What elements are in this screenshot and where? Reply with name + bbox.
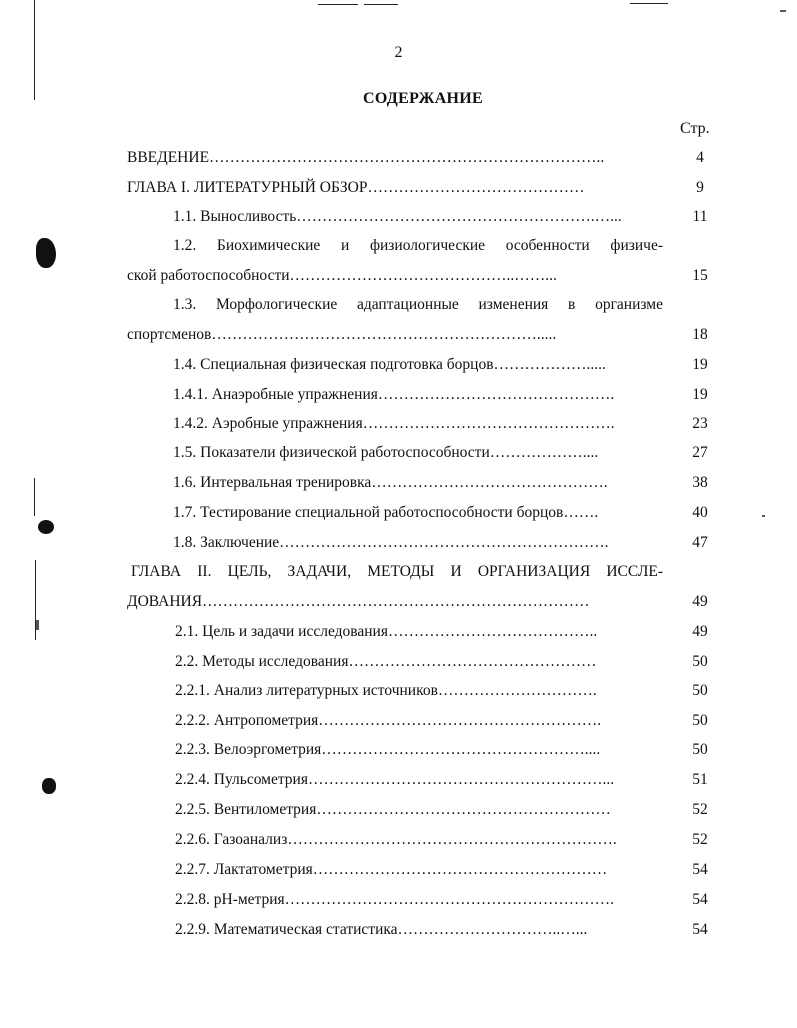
toc-entry-2-2-8 (0, 888, 797, 912)
toc-entry-2-2-5 (0, 798, 797, 822)
toc-entry-page: 11 (692, 208, 708, 225)
toc-entry-1-1 (0, 205, 797, 229)
page-column-header: Стр. (680, 120, 710, 137)
toc-entry-2-1 (0, 620, 797, 644)
scan-top-dash (364, 4, 398, 5)
toc-entry-2-2-7 (0, 858, 797, 882)
toc-entry-text: 1.8. Заключение………………………………………………………. (173, 534, 609, 551)
toc-entry-1-3 (0, 323, 797, 347)
toc-entry-1-4-2 (0, 412, 797, 436)
toc-entry-text: 1.4.2. Аэробные упражнения…………………………………………. (173, 415, 615, 432)
toc-entry-1-2 (0, 264, 797, 288)
toc-entry-text: 2.2.8. рН-метрия………………………………………………………. (175, 891, 615, 908)
toc-entry-introduction (0, 146, 797, 170)
toc-entry-1-6 (0, 471, 797, 495)
toc-entry-text: 1.7. Тестирование специальной работоспособности борцов……. (173, 504, 599, 521)
toc-entry-page: 54 (692, 861, 708, 878)
toc-entry-page: 50 (692, 653, 708, 670)
toc-entry-2-2-3 (0, 738, 797, 762)
toc-entry-page: 38 (692, 474, 708, 491)
toc-entry-chapter-2 (0, 590, 797, 614)
toc-entry-1-8 (0, 531, 797, 555)
toc-entry-text: 1.5. Показатели физической работоспособности……………….... (173, 444, 599, 461)
toc-entry-text: 2.2. Методы исследования………………………………………… (175, 653, 597, 670)
toc-entry-2-2-1 (0, 679, 797, 703)
toc-entry-page: 54 (692, 891, 708, 908)
toc-entry-page: 15 (692, 267, 708, 284)
toc-entry-text: 1.4.1. Анаэробные упражнения………………………………………. (173, 386, 615, 403)
toc-entry-text: 2.2.7. Лактатометрия………………………………………………… (175, 861, 608, 878)
toc-entry-chapter-1 (0, 176, 797, 200)
toc-entry-page: 54 (692, 921, 708, 938)
toc-entry-1-2-line1: 1.2. Биохимические и физиологические особенности физиче- (173, 237, 663, 254)
toc-entry-page: 49 (692, 593, 708, 610)
toc-entry-2-2-9 (0, 918, 797, 942)
scan-speck (780, 10, 786, 12)
toc-entry-text: ДОВАНИЯ………………………………………………………………… (127, 593, 590, 610)
toc-entry-text: 2.2.3. Велоэргометрия…………………………………………….... (175, 741, 601, 758)
toc-entry-text: 2.2.2. Антропометрия………………………………………………. (175, 712, 602, 729)
toc-title: СОДЕРЖАНИЕ (362, 90, 484, 107)
toc-entry-page: 50 (692, 682, 708, 699)
toc-entry-page: 27 (692, 444, 708, 461)
toc-entry-text: 2.2.1. Анализ литературных источников…………………………. (175, 682, 597, 699)
toc-entry-text: спортсменов………………………………………………………..... (127, 326, 557, 343)
toc-entry-text: 2.1. Цель и задачи исследования………………………………….. (175, 623, 598, 640)
toc-entry-page: 52 (692, 831, 708, 848)
toc-entry-page: 50 (692, 712, 708, 729)
toc-entry-page: 52 (692, 801, 708, 818)
toc-entry-page: 49 (692, 623, 708, 640)
toc-entry-text: 2.2.9. Математическая статистика…………………………..…... (175, 921, 588, 938)
toc-entry-text: ГЛАВА I. ЛИТЕРАТУРНЫЙ ОБЗОР…………………………………… (127, 179, 585, 196)
toc-entry-1-5 (0, 441, 797, 465)
toc-entry-1-4 (0, 353, 797, 377)
toc-entry-page: 50 (692, 741, 708, 758)
page-number: 2 (394, 44, 403, 61)
toc-entry-text: 2.2.6. Газоанализ………………………………………………………. (175, 831, 617, 848)
scan-top-dash (630, 3, 668, 4)
toc-entry-text: 2.2.4. Пульсометрия…………………………………………………... (175, 771, 615, 788)
toc-entry-page: 9 (696, 179, 704, 196)
toc-entry-text: 1.6. Интервальная тренировка………………………………………. (173, 474, 608, 491)
toc-entry-page: 4 (696, 149, 704, 166)
toc-entry-text: 2.2.5. Вентилометрия………………………………………………… (175, 801, 611, 818)
toc-entry-text: 1.4. Специальная физическая подготовка борцов………………..... (173, 356, 606, 373)
toc-entry-2-2-6 (0, 828, 797, 852)
toc-entry-text: ской работоспособности……………………………………..……... (127, 267, 557, 284)
toc-entry-1-4-1 (0, 383, 797, 407)
toc-entry-2-2-4 (0, 768, 797, 792)
toc-entry-page: 23 (692, 415, 708, 432)
toc-entry-1-7 (0, 501, 797, 525)
toc-entry-2-2-2 (0, 709, 797, 733)
toc-entry-chapter-2-line1: ГЛАВА II. ЦЕЛЬ, ЗАДАЧИ, МЕТОДЫ И ОРГАНИЗАЦИЯ ИССЛЕ- (131, 563, 663, 580)
toc-entry-page: 40 (692, 504, 708, 521)
toc-entry-text: 1.1. Выносливость………………………………………………….…... (173, 208, 622, 225)
toc-entry-page: 51 (692, 771, 708, 788)
toc-entry-text: ВВЕДЕНИЕ………………………………………………………………….. (127, 149, 605, 166)
toc-entry-page: 47 (692, 534, 708, 551)
toc-entry-2-2 (0, 650, 797, 674)
scan-top-dash (318, 4, 358, 5)
toc-entry-1-3-line1: 1.3. Морфологические адаптационные изменения в организме (173, 296, 663, 313)
toc-entry-page: 18 (692, 326, 708, 343)
toc-entry-page: 19 (692, 386, 708, 403)
toc-entry-page: 19 (692, 356, 708, 373)
